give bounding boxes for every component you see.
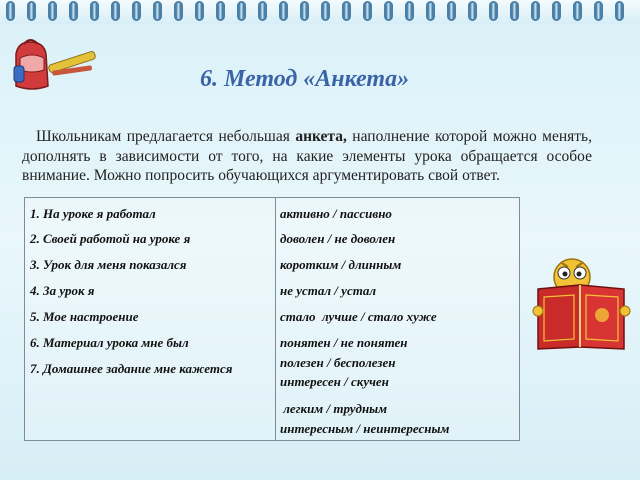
answer-5: стало лучше / стало хуже (280, 309, 437, 324)
spiral-ring (237, 1, 246, 21)
spiral-ring (321, 1, 330, 21)
spiral-ring (363, 1, 372, 21)
question-7: 7. Домашнее задание мне кажется (30, 361, 233, 376)
spiral-ring (174, 1, 183, 21)
spiral-ring (531, 1, 540, 21)
spiral-ring (48, 1, 57, 21)
answer-9: легким / трудным (280, 401, 388, 416)
page-title: 6. Метод «Анкета» (200, 66, 410, 92)
reading-character-icon (532, 255, 632, 350)
spiral-ring (279, 1, 288, 21)
questionnaire-table (24, 197, 520, 441)
spiral-ring (594, 1, 603, 21)
intro-bold-word: анкета, (295, 128, 347, 145)
spiral-ring (468, 1, 477, 21)
spiral-ring (216, 1, 225, 21)
spiral-ring (132, 1, 141, 21)
spiral-binding (0, 0, 640, 24)
answer-8: интересен / скучен (280, 374, 389, 389)
spiral-ring (90, 1, 99, 21)
answer-4: не устал / устал (280, 283, 376, 298)
question-5: 5. Мое настроение (30, 309, 139, 324)
intro-paragraph: Школьникам предлагается небольшая анкета, наполнение которой можно менять, дополнять в зависимости от того, на какие элементы урока обращается особое внимание. Можно попросить обучающихся аргументировать свой ответ. (22, 128, 592, 184)
spiral-ring (258, 1, 267, 21)
question-1: 1. На уроке я работал (30, 206, 156, 221)
spiral-ring (300, 1, 309, 21)
question-3: 3. Урок для меня показался (30, 257, 187, 272)
backpack-icon (8, 36, 98, 96)
spiral-ring (111, 1, 120, 21)
spiral-ring (27, 1, 36, 21)
spiral-ring (384, 1, 393, 21)
spiral-ring (615, 1, 624, 21)
question-2: 2. Своей работой на уроке я (30, 231, 191, 246)
spiral-ring (447, 1, 456, 21)
spiral-ring (426, 1, 435, 21)
question-4: 4. За урок я (30, 283, 95, 298)
spiral-ring (195, 1, 204, 21)
answer-2: доволен / не доволен (280, 231, 396, 246)
column-divider (275, 198, 276, 440)
answer-6: понятен / не понятен (280, 335, 408, 350)
spiral-ring (153, 1, 162, 21)
spiral-ring (573, 1, 582, 21)
spiral-ring (6, 1, 15, 21)
spiral-ring (510, 1, 519, 21)
spiral-ring (489, 1, 498, 21)
answer-3: коротким / длинным (280, 257, 402, 272)
spiral-ring (405, 1, 414, 21)
spiral-ring (69, 1, 78, 21)
spiral-ring (342, 1, 351, 21)
answer-1: активно / пассивно (280, 206, 392, 221)
answer-10: интересным / неинтересным (280, 421, 450, 436)
answer-7: полезен / бесполезен (280, 355, 396, 370)
question-6: 6. Материал урока мне был (30, 335, 189, 350)
spiral-ring (552, 1, 561, 21)
